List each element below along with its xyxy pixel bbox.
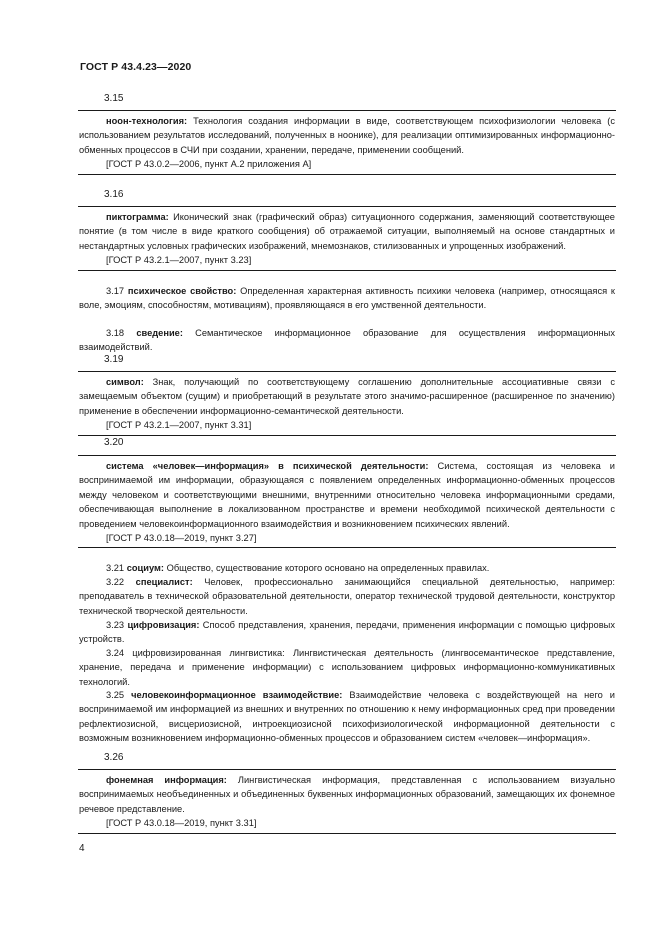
term-name: пиктограмма: — [106, 212, 169, 222]
page-number: 4 — [79, 843, 85, 854]
term-name: символ: — [106, 377, 144, 387]
term-definition: Технология создания информации в виде, соответствующем психофизиологии человека (с использованием результатов исследований, полученных в ноонике), для реализации оптимизированных информационно-обменных процессов в СЧИ при создании, хранении, передаче, применении сообщений. — [79, 116, 615, 155]
term-3-23 — [79, 618, 615, 647]
term-name: цифровизированная лингвистика: — [132, 648, 285, 658]
term-definition: Лингвистическая деятельность (лингвосемантическое представление, хранение, передача и применение информации) с использованием цифровых информационно-коммуникативных технологий. — [79, 648, 615, 687]
term-definition: Иконический знак (графический образ) ситуационного содержания, заменяющий соответствующее понятие (в том числе в виде краткого сообщения) об отражаемой ситуации, выполняемый на основе стандартных и нестандартных условных графических изображений, мнемознаков, стилизованных и упрощенных изображений. — [79, 212, 615, 251]
term-box-3-19 — [78, 371, 616, 436]
term-box-3-20 — [78, 455, 616, 548]
term-definition: Взаимодействие человека с воздействующей на него и воспринимаемой им информацией из внешних и внутренних по отношению к нему информационных сред при проведении рефлектиозисной, висцериозисной, интроекциозисной психофизиологической информационной деятельности с возможным возникновением информационно-обменных процессов и образованием систем «человек—информация». — [79, 690, 615, 744]
term-number: 3.17 — [106, 286, 125, 296]
term-name: цифровизация: — [127, 620, 200, 630]
term-3-17 — [79, 284, 615, 313]
term-number: 3.23 — [106, 620, 125, 630]
term-name: психическое свойство: — [127, 286, 237, 296]
term-3-18 — [79, 326, 615, 355]
term-definition: Человек, профессионально занимающийся специальной деятельностью, например: преподаватель в технической образовательной деятельности, оператор технической трудовой деятельности, конструктор технической творческой деятельности. — [79, 577, 615, 616]
term-number: 3.15 — [104, 93, 124, 104]
term-reference: [ГОСТ Р 43.0.2—2006, пункт А.2 приложения А] — [106, 159, 312, 170]
term-box-3-26 — [78, 769, 616, 834]
term-3-24 — [79, 646, 615, 689]
term-number: 3.22 — [106, 577, 125, 587]
term-number: 3.26 — [104, 752, 124, 763]
term-number: 3.21 — [106, 563, 125, 573]
term-number: 3.19 — [104, 354, 124, 365]
term-reference: [ГОСТ Р 43.2.1—2007, пункт 3.23] — [106, 255, 252, 266]
term-number: 3.20 — [104, 437, 124, 448]
term-3-22 — [79, 575, 615, 618]
term-name: фонемная информация: — [106, 775, 227, 785]
term-name: система «человек—информация» в психической деятельности: — [106, 461, 429, 471]
term-definition: Общество, существование которого основано на определенных правилах. — [166, 563, 490, 573]
term-3-21 — [79, 561, 615, 575]
term-name: ноон-технология: — [106, 116, 188, 126]
term-name: специалист: — [135, 577, 193, 587]
term-3-25 — [79, 688, 615, 746]
term-box-3-16 — [78, 206, 616, 271]
term-number: 3.18 — [106, 328, 125, 338]
term-definition: Знак, получающий по соответствующему соглашению дополнительные ассоциативные связи с замещаемым объектом (сущим) и приобретающий в результате этого значимо-расширенное (расширенное по значению) применение в обеспечении информационно-семантической деятельности. — [79, 377, 615, 416]
term-definition: Лингвистическая информация, представленная с использованием визуально воспринимаемых необъединенных и объединенных буквенных информационных образований, замещающих их фонемное речевое представление. — [79, 775, 615, 814]
term-definition: Система, состоящая из человека и воспринимаемой им информации, образующаяся с появлением определенных информационно-обменных процессов между человеком и соответствующими внешними, внутренними относительно человека информационными средами, обеспечивающая выполнение в локализованном пространстве и времени необходимой психической деятельности с проведением человекоинформационного взаимодействия и возникновением психических явлений. — [79, 461, 615, 529]
term-name: сведение: — [136, 328, 183, 338]
term-reference: [ГОСТ Р 43.0.18—2019, пункт 3.27] — [106, 533, 257, 544]
term-name: социум: — [126, 563, 165, 573]
term-definition: Способ представления, хранения, передачи, применения информации с помощью цифровых устройств. — [79, 620, 615, 645]
term-number: 3.24 — [106, 648, 125, 658]
term-name: человекоинформационное взаимодействие: — [131, 690, 343, 700]
document-header: ГОСТ Р 43.4.23—2020 — [80, 61, 192, 73]
term-reference: [ГОСТ Р 43.2.1—2007, пункт 3.31] — [106, 420, 252, 431]
term-definition: Определенная характерная активность психики человека (например, относящаяся к воле, эмоциям, способностям, мотивациям), проявляющаяся в его умственной деятельности. — [79, 286, 615, 311]
term-number: 3.16 — [104, 189, 124, 200]
term-definition: Семантическое информационное образование для осуществления информационных взаимодействий. — [79, 328, 615, 353]
term-box-3-15 — [78, 110, 616, 175]
term-reference: [ГОСТ Р 43.0.18—2019, пункт 3.31] — [106, 818, 257, 829]
term-number: 3.25 — [106, 690, 125, 700]
